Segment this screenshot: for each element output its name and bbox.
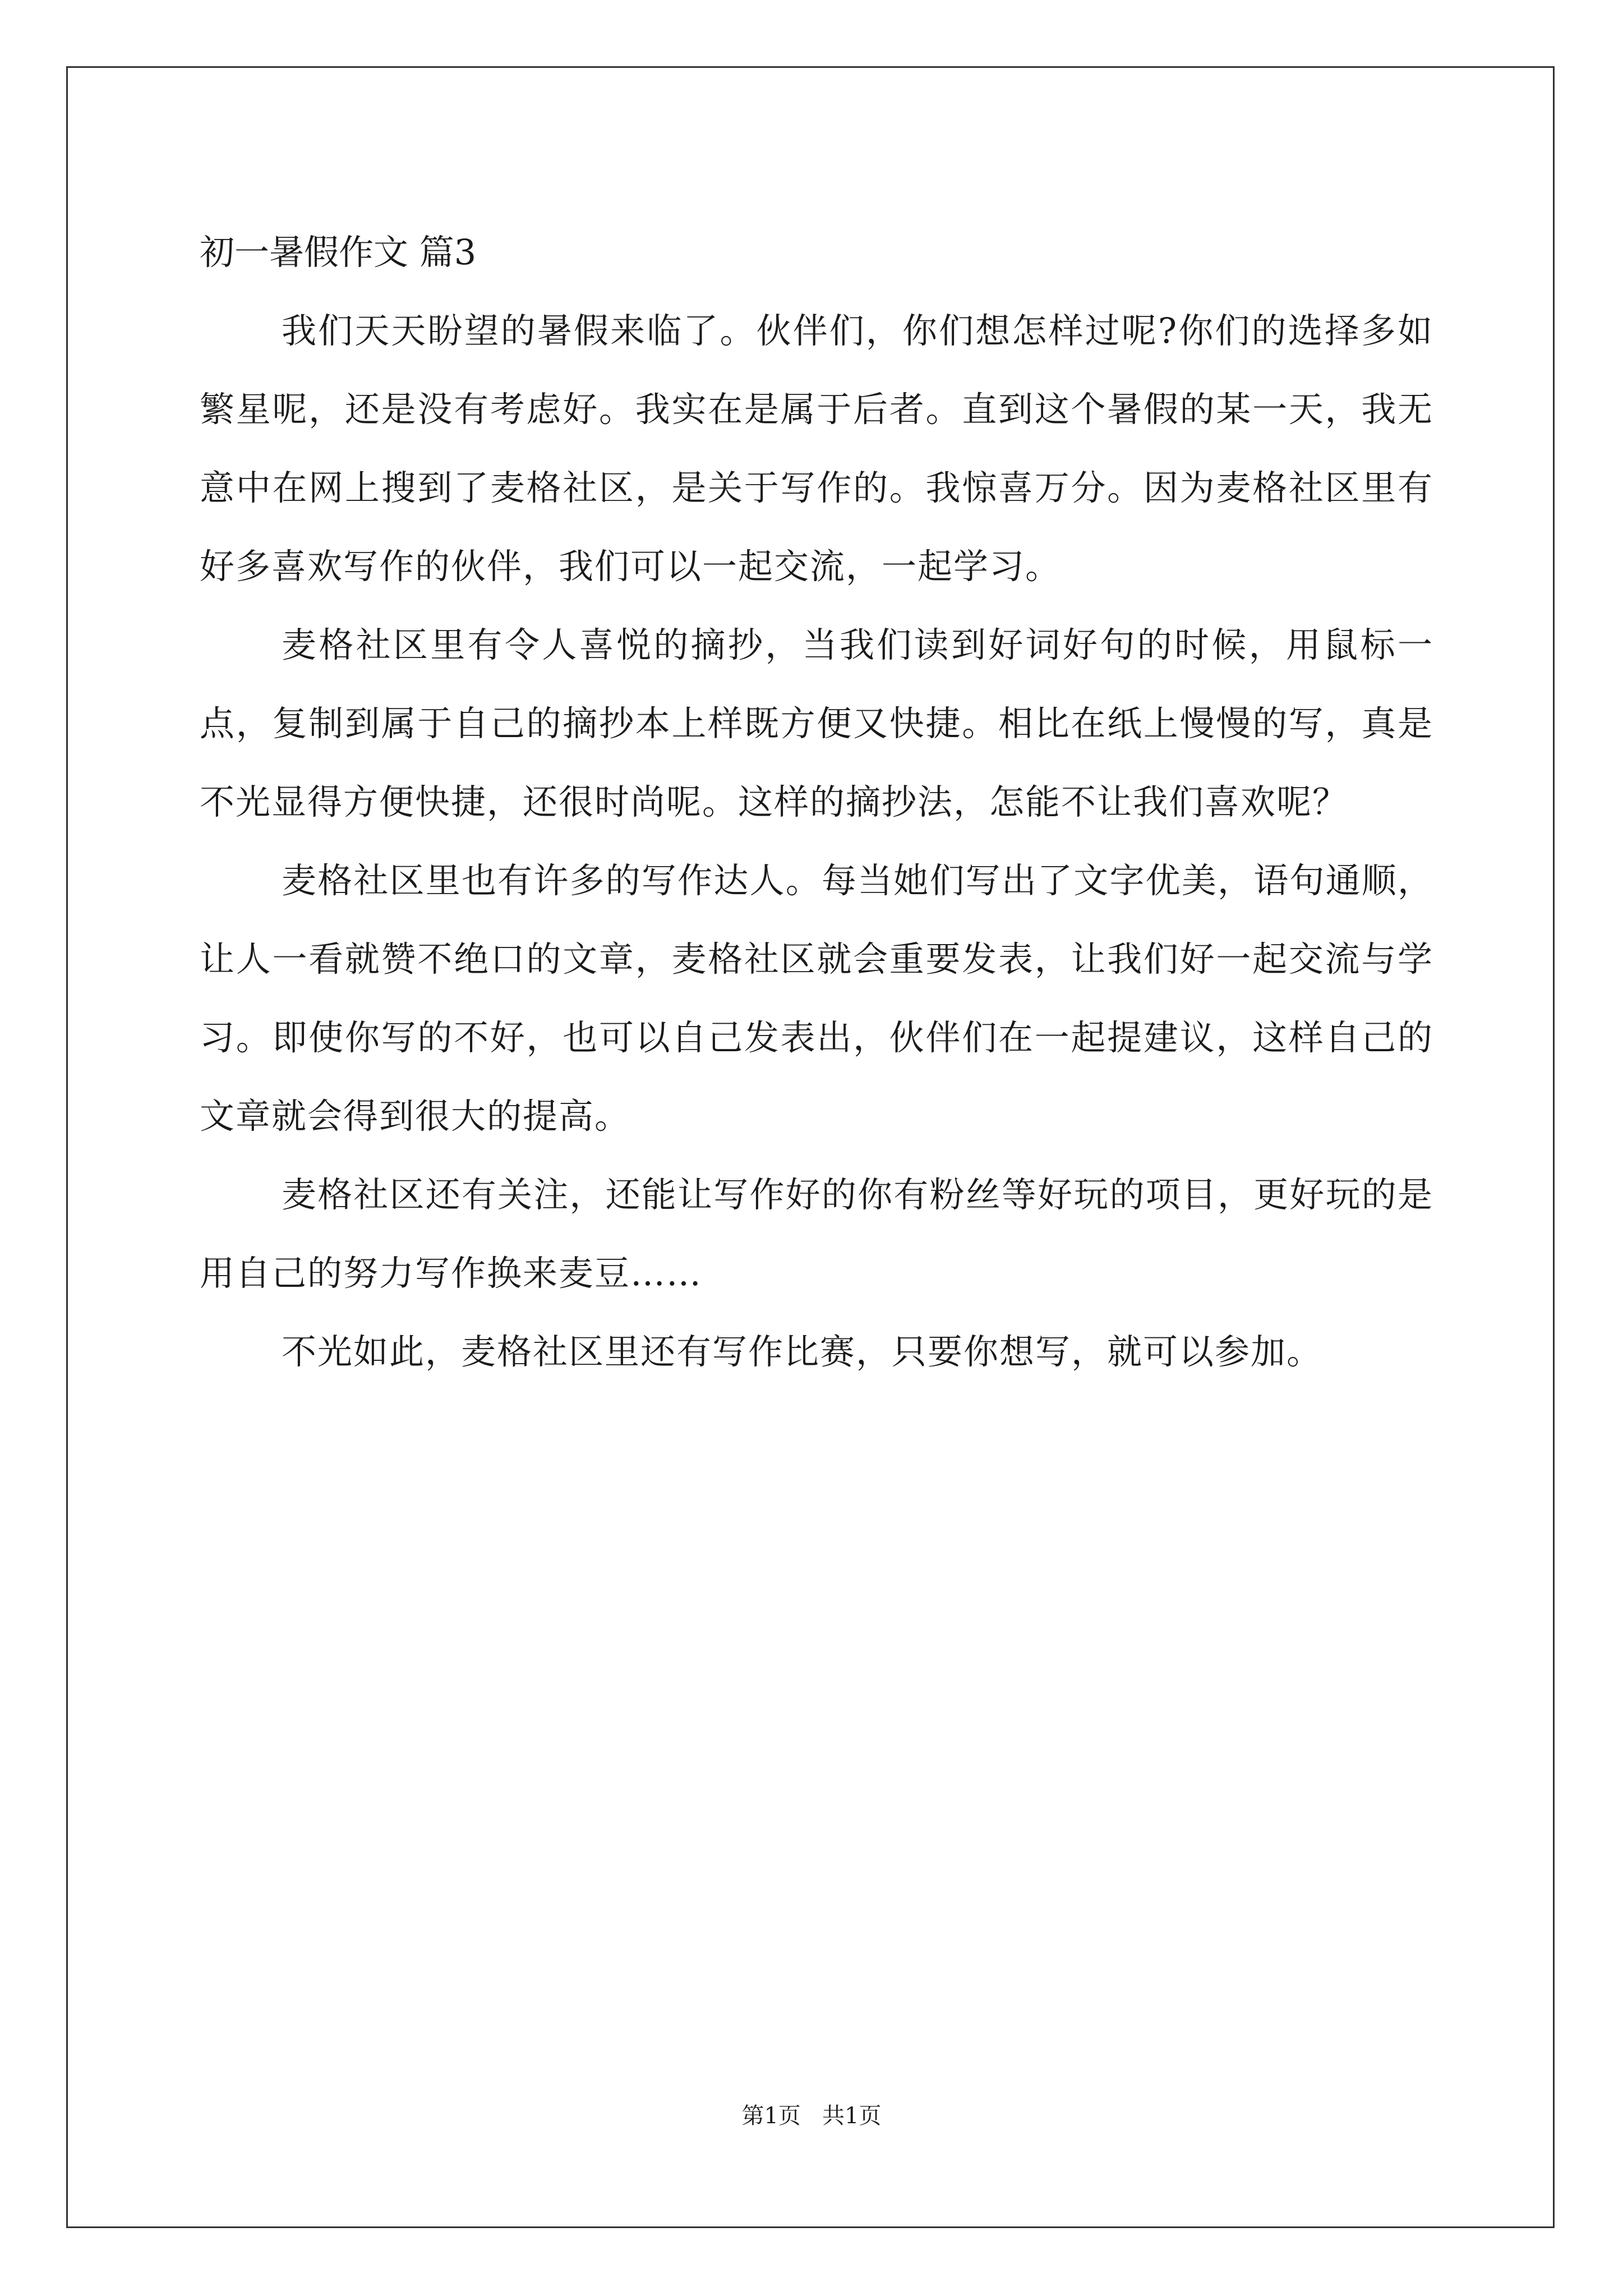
paragraph: 麦格社区还有关注，还能让写作好的你有粉丝等好玩的项目，更好玩的是用自己的努力写作换来麦豆…… (200, 1174, 1433, 1294)
paragraph: 麦格社区里也有许多的写作达人。每当她们写出了文字优美，语句通顺，让人一看就赞不绝口的文章，麦格社区就会重要发表，让我们好一起交流与学习。即使你写的不好，也可以自己发表出，伙伴们在一起提建议，这样自己的文章就会得到很大的提高。 (200, 860, 1433, 1137)
document-title: 初一暑假作文 篇3 (200, 232, 477, 273)
page-number-footer: 第1页 共1页 (741, 2103, 882, 2129)
paragraph: 麦格社区里有令人喜悦的摘抄，当我们读到好词好句的时候，用鼠标一点，复制到属于自己的摘抄本上样既方便又快捷。相比在纸上慢慢的写，真是不光显得方便快捷，还很时尚呢。这样的摘抄法，怎能不让我们喜欢呢？ (200, 624, 1433, 822)
paragraph: 不光如此，麦格社区里还有写作比赛，只要你想写，就可以参加。 (282, 1331, 1323, 1372)
document-body (200, 213, 1433, 1391)
paragraph: 我们天天盼望的暑假来临了。伙伴们，你们想怎样过呢?你们的选择多如繁星呢，还是没有考虑好。我实在是属于后者。直到这个暑假的某一天，我无意中在网上搜到了麦格社区，是关于写作的。我惊喜万分。因为麦格社区里有好多喜欢写作的伙伴，我们可以一起交流，一起学习。 (200, 310, 1433, 587)
